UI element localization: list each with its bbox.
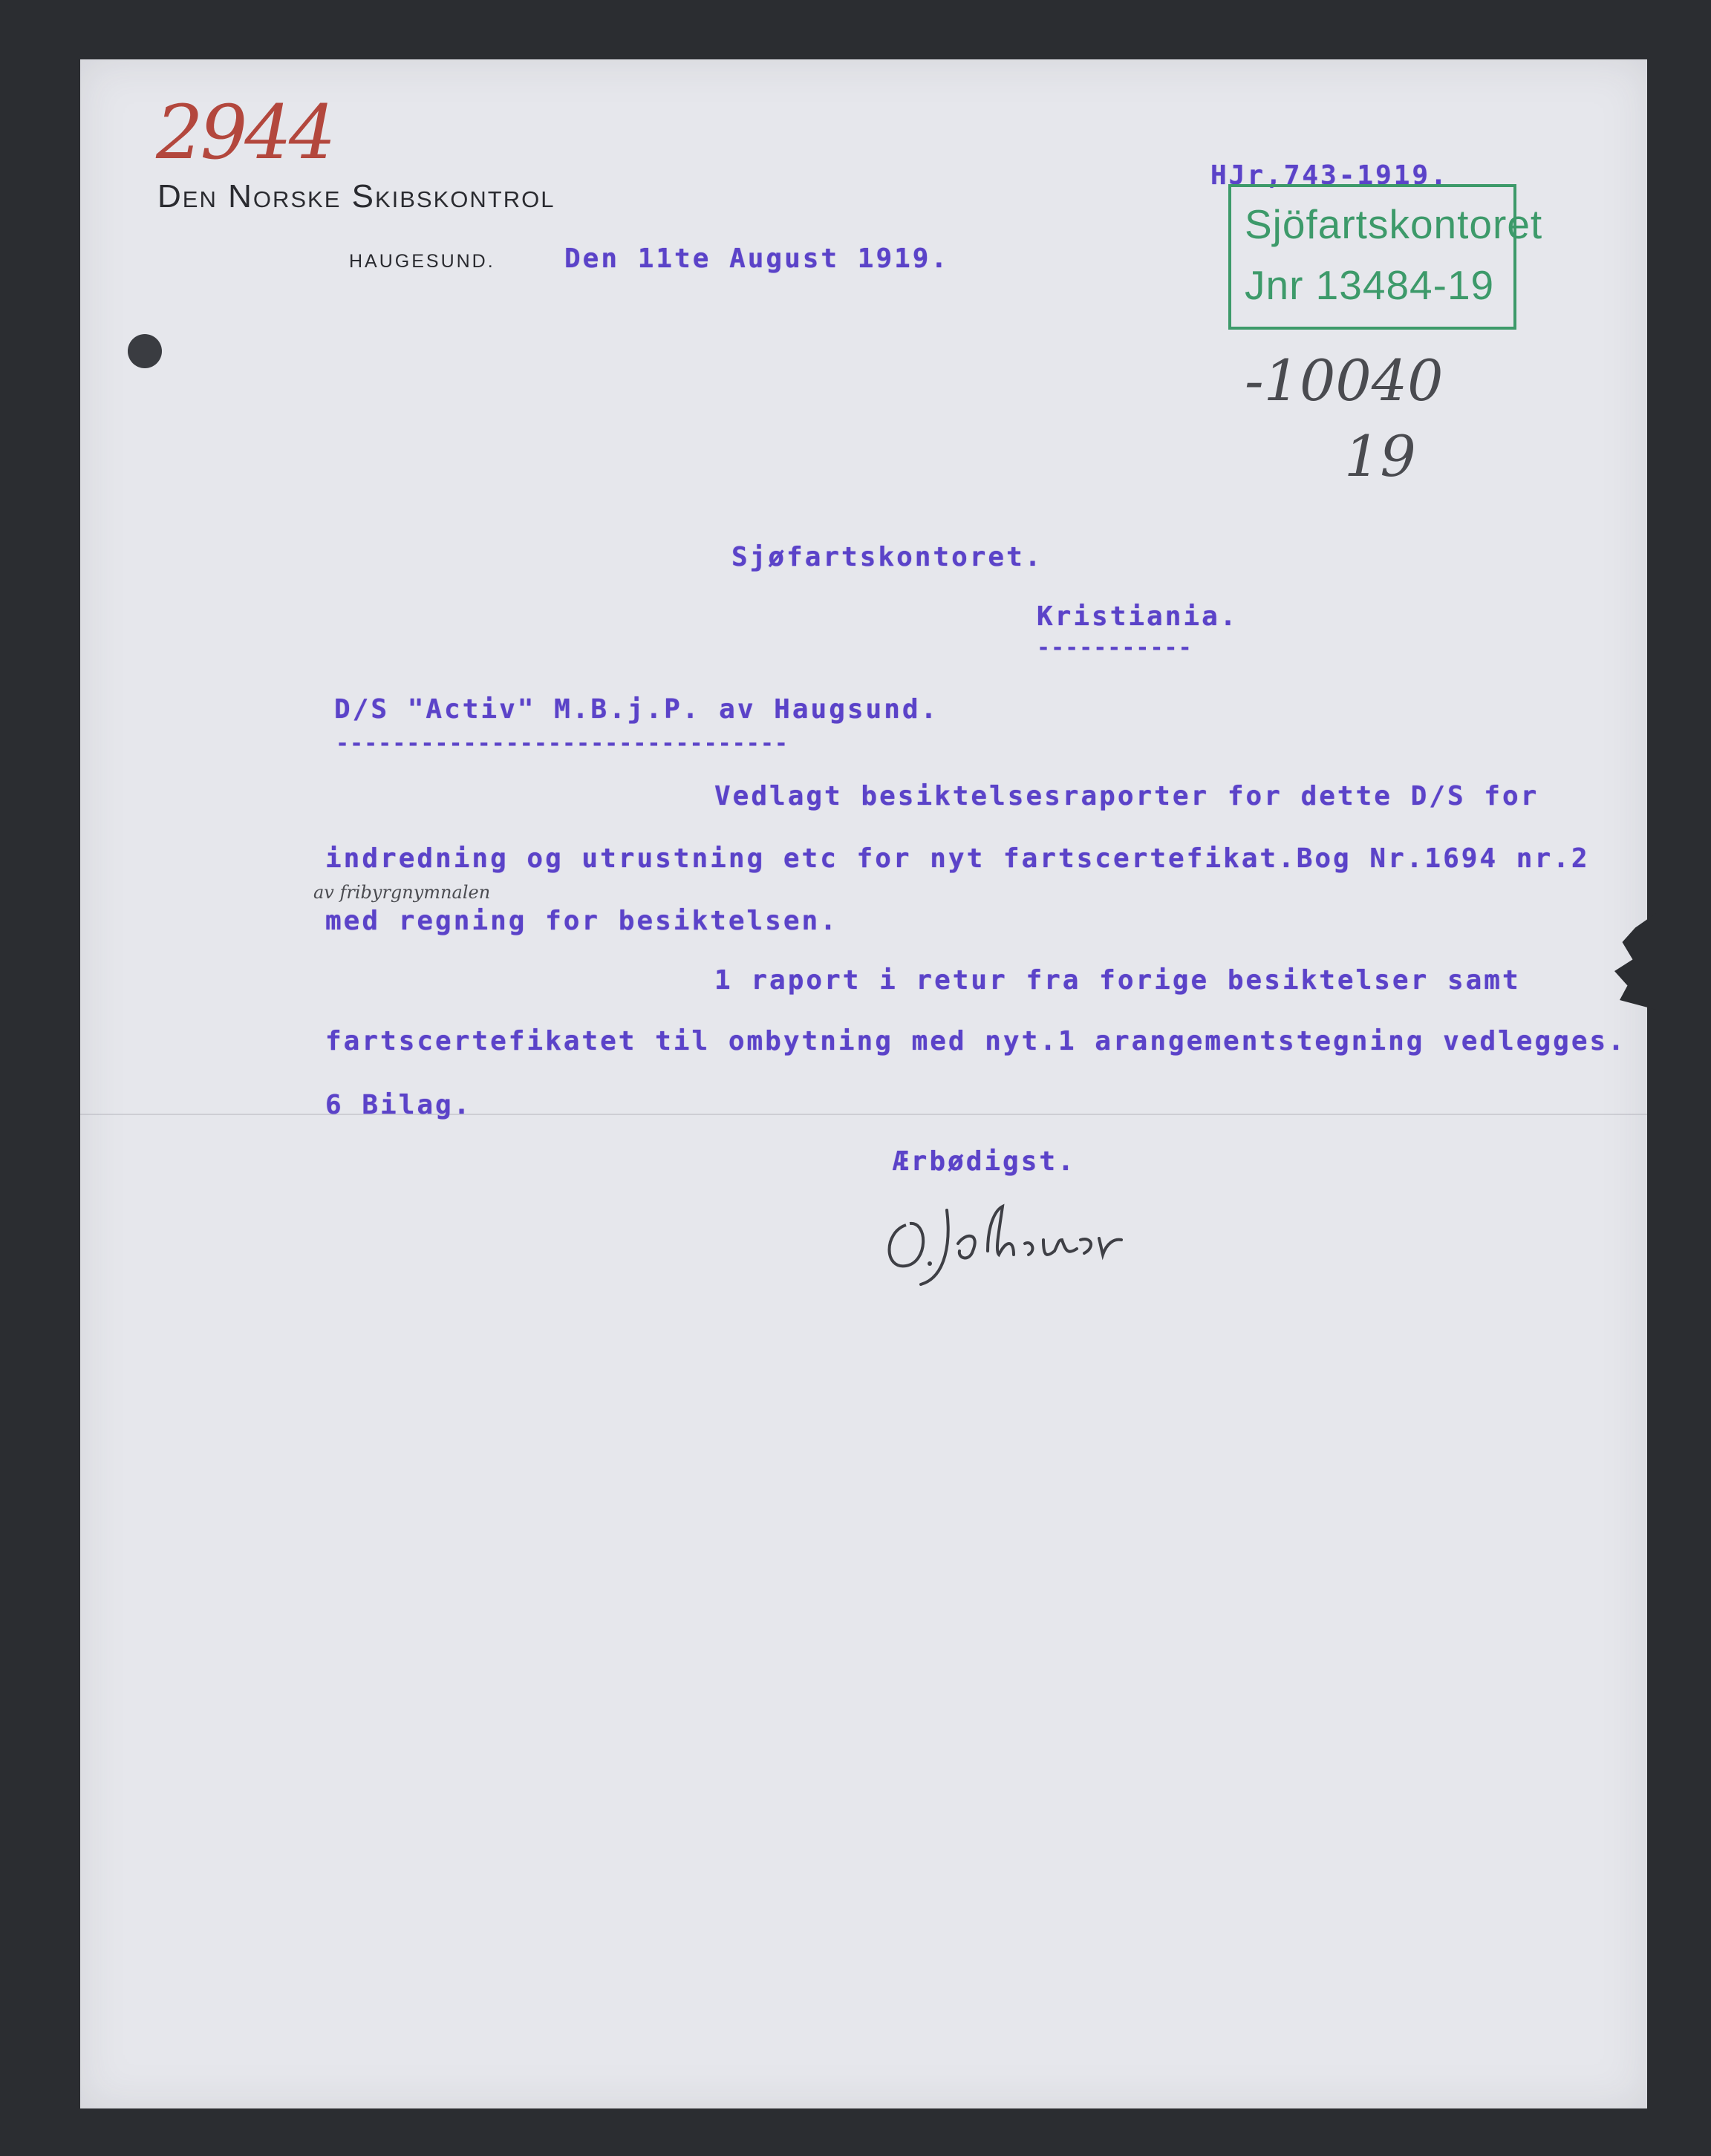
- closing: Ærbødigst.: [893, 1146, 1076, 1177]
- recipient-city: Kristiania.: [1037, 601, 1239, 632]
- recipient-name: Sjøfartskontoret.: [731, 542, 1043, 572]
- letterhead-company: Den Norske Skibskontrol: [157, 178, 555, 215]
- date-line: Den 11te August 1919.: [564, 244, 950, 274]
- received-stamp: [1228, 184, 1543, 330]
- body-line-1: Vedlagt besiktelsesraporter for dette D/S for: [714, 781, 1539, 811]
- punch-hole: [128, 334, 162, 368]
- subject-underline: --------------------------------: [336, 731, 789, 757]
- body-line-3: med regning for besiktelsen.: [325, 906, 838, 936]
- body-line-2: indredning og utrustning etc for nyt fartscertefikat.Bog Nr.1694 nr.2: [325, 843, 1590, 874]
- enclosures: 6 Bilag.: [325, 1090, 472, 1120]
- stamp-journal-number: Jnr 13484-19: [1245, 262, 1495, 308]
- body-line-5: fartscertefikatet til ombytning med nyt.1 arangementstegning vedlegges.: [325, 1026, 1626, 1056]
- handwritten-insertion: av fribyrgnymnalen: [313, 882, 491, 903]
- signature-image: [876, 1180, 1144, 1292]
- body-line-4: 1 raport i retur fra forige besiktelser samt: [714, 965, 1521, 996]
- letterhead-city: HAUGESUND.: [349, 251, 495, 272]
- pencil-reference-year: 19: [1344, 423, 1416, 489]
- subject-line: D/S "Activ" M.B.j.P. av Haugsund.: [334, 694, 939, 725]
- stamp-office: Sjöfartskontoret: [1245, 201, 1543, 247]
- archive-number: 2944: [156, 89, 333, 176]
- pencil-reference-number: -10040: [1245, 347, 1444, 414]
- paper-fold-crease: [80, 1114, 1647, 1115]
- recipient-city-underline: -----------: [1037, 635, 1193, 661]
- journal-reference: HJr,743-1919.: [1210, 160, 1449, 191]
